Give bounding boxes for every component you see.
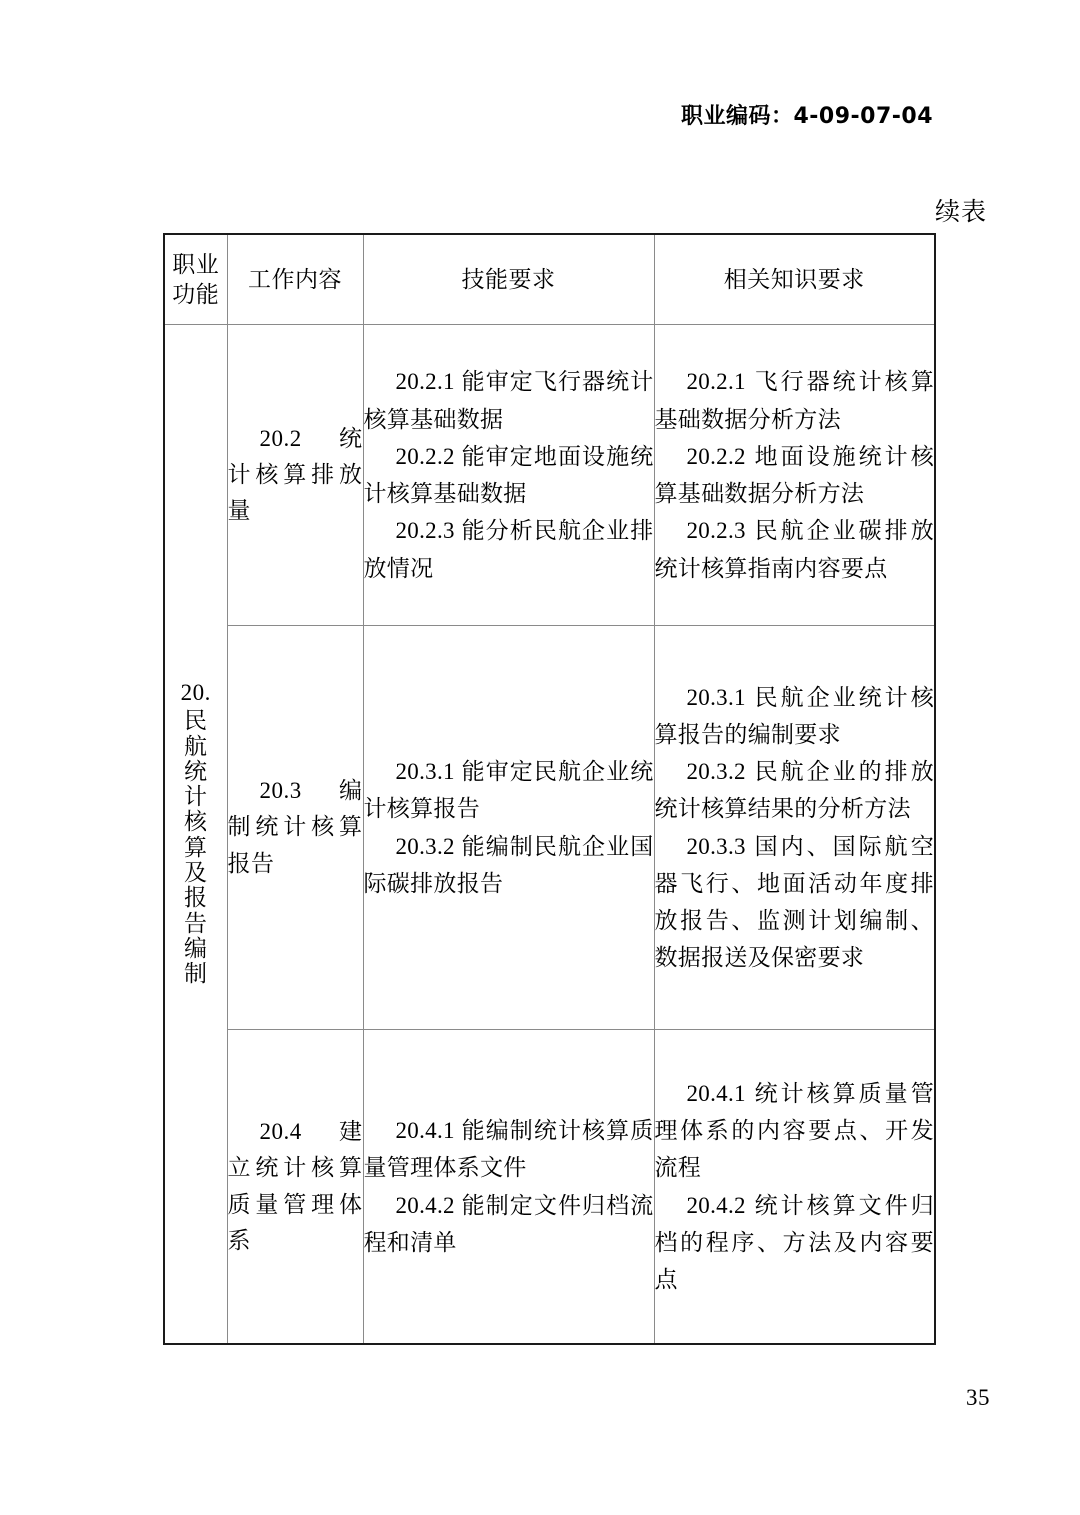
work-content-cell: [227, 325, 363, 626]
knowledge-item: 20.3.2 民航企业的排放统计核算结果的分析方法: [654, 759, 934, 822]
skill-item: 20.2.3 能分析民航企业排放情况: [363, 518, 654, 581]
table-header-row: [164, 234, 935, 325]
page-number: 35: [966, 1385, 990, 1410]
knowledge-requirements-cell: [654, 1030, 935, 1345]
function-char: 统: [184, 758, 208, 784]
work-content-text: 20.3 编制统计核算报告: [227, 778, 363, 876]
knowledge-requirements-cell: [654, 325, 935, 626]
skill-item: 20.3.2 能编制民航企业国际碳排放报告: [363, 833, 654, 896]
function-char: 及: [184, 860, 208, 886]
skill-requirements-cell: [363, 626, 654, 1030]
function-char: 制: [184, 961, 208, 987]
column-header-function-line2: 功能: [172, 281, 220, 307]
function-cell-vertical: [164, 325, 227, 1345]
occupational-skills-table: [163, 233, 936, 1345]
column-header-function: [164, 234, 227, 325]
function-char: 告: [184, 910, 208, 936]
work-content-cell: [227, 626, 363, 1030]
table-row: [164, 626, 935, 1030]
function-char: 核: [184, 809, 208, 835]
column-header-work-content: 工作内容: [227, 234, 363, 325]
work-content-cell: [227, 1030, 363, 1345]
function-char: 计: [184, 784, 208, 810]
column-header-skill-requirements: 技能要求: [363, 234, 654, 325]
function-char: 编: [184, 935, 208, 961]
knowledge-item: 20.3.3 国内、国际航空器飞行、地面活动年度排放报告、监测计划编制、数据报送及保密要求: [654, 833, 934, 971]
function-char: 报: [184, 885, 208, 911]
work-content-text: 20.4 建立统计核算质量管理体系: [227, 1118, 363, 1253]
function-number: 20.: [180, 680, 211, 706]
knowledge-item: 20.4.1 统计核算质量管理体系的内容要点、开发流程: [654, 1080, 934, 1181]
knowledge-item: 20.3.1 民航企业统计核算报告的编制要求: [654, 684, 934, 747]
function-label-vertical: [184, 708, 208, 986]
skill-requirements-cell: [363, 325, 654, 626]
function-char: 航: [184, 733, 208, 759]
column-header-function-line1: 职业: [172, 252, 220, 278]
skill-item: 20.2.2 能审定地面设施统计核算基础数据: [363, 443, 654, 506]
skill-item: 20.4.2 能制定文件归档流程和清单: [363, 1192, 654, 1255]
function-char: 民: [184, 708, 208, 734]
skill-item: 20.3.1 能审定民航企业统计核算报告: [363, 759, 654, 822]
table-row: [164, 325, 935, 626]
work-content-text: 20.2 统计核算排放量: [227, 425, 363, 524]
skills-table-container: [163, 233, 934, 1345]
table-row: [164, 1030, 935, 1345]
continued-table-label: 续表: [934, 199, 987, 226]
skill-item: 20.4.1 能编制统计核算质量管理体系文件: [363, 1118, 654, 1181]
occupation-code-header: 职业编码：4-09-07-04: [680, 104, 933, 129]
knowledge-item: 20.4.2 统计核算文件归档的程序、方法及内容要点: [654, 1192, 934, 1292]
skill-item: 20.2.1 能审定飞行器统计核算基础数据: [363, 369, 654, 432]
column-header-knowledge-requirements: 相关知识要求: [654, 234, 935, 325]
knowledge-requirements-cell: [654, 626, 935, 1030]
function-char: 算: [184, 834, 208, 860]
knowledge-item: 20.2.3 民航企业碳排放统计核算指南内容要点: [654, 518, 934, 581]
skill-requirements-cell: [363, 1030, 654, 1345]
knowledge-item: 20.2.1 飞行器统计核算基础数据分析方法: [654, 369, 934, 432]
knowledge-item: 20.2.2 地面设施统计核算基础数据分析方法: [654, 443, 934, 506]
